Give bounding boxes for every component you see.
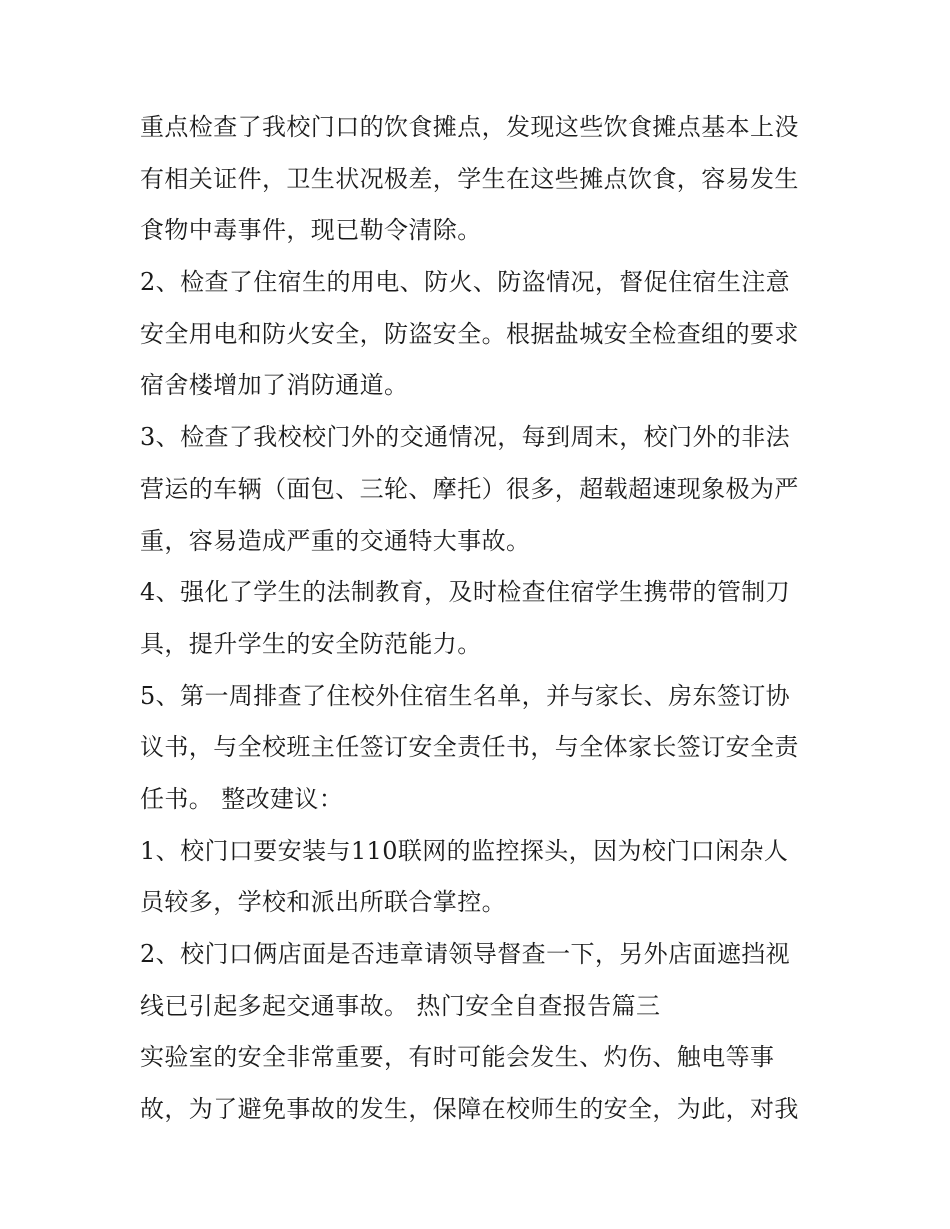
text-line: 实验室的安全非常重要，有时可能会发生、灼伤、触电等事 xyxy=(140,1043,775,1072)
text-line: 2、校门口俩店面是否违章请领导督查一下，另外店面遮挡视 xyxy=(140,940,791,968)
text-line: 线已引起多起交通事故。 热门安全自查报告篇三 xyxy=(140,991,661,1020)
text-line: 3、检查了我校校门外的交通情况，每到周末，校门外的非法 xyxy=(140,423,791,452)
text-line: 具，提升学生的安全防范能力。 xyxy=(140,629,482,658)
text-line: 5、第一周排查了住校外住宿生名单，并与家长、房东签订协 xyxy=(140,681,791,710)
text-line: 4、强化了学生的法制教育，及时检查住宿学生携带的管制刀 xyxy=(140,578,791,607)
text-line: 故，为了避免事故的发生，保障在校师生的安全，为此，对我 xyxy=(140,1095,799,1124)
text-line: 任书。 整改建议： xyxy=(140,784,344,813)
text-line: 宿舍楼增加了消防通道。 xyxy=(140,371,409,400)
text-line: 1、校门口要安装与110联网的监控探头，因为校门口闲杂人 xyxy=(140,836,789,865)
text-line: 重，容易造成严重的交通特大事故。 xyxy=(140,526,531,555)
text-line: 安全用电和防火安全，防盗安全。根据盐城安全检查组的要求 xyxy=(140,319,799,348)
document-body xyxy=(140,102,820,1136)
text-line: 重点检查了我校门口的饮食摊点，发现这些饮食摊点基本上没 xyxy=(140,113,799,141)
text-line: 有相关证件，卫生状况极差，学生在这些摊点饮食，容易发生 xyxy=(140,164,799,193)
text-line: 2、检查了住宿生的用电、防火、防盗情况，督促住宿生注意 xyxy=(140,268,791,297)
text-line: 营运的车辆（面包、三轮、摩托）很多，超载超速现象极为严 xyxy=(140,474,799,503)
text-line: 食物中毒事件，现已勒令清除。 xyxy=(140,216,482,245)
text-line: 议书，与全校班主任签订安全责任书，与全体家长签订安全责 xyxy=(140,733,799,762)
text-line: 员较多，学校和派出所联合掌控。 xyxy=(140,888,506,917)
